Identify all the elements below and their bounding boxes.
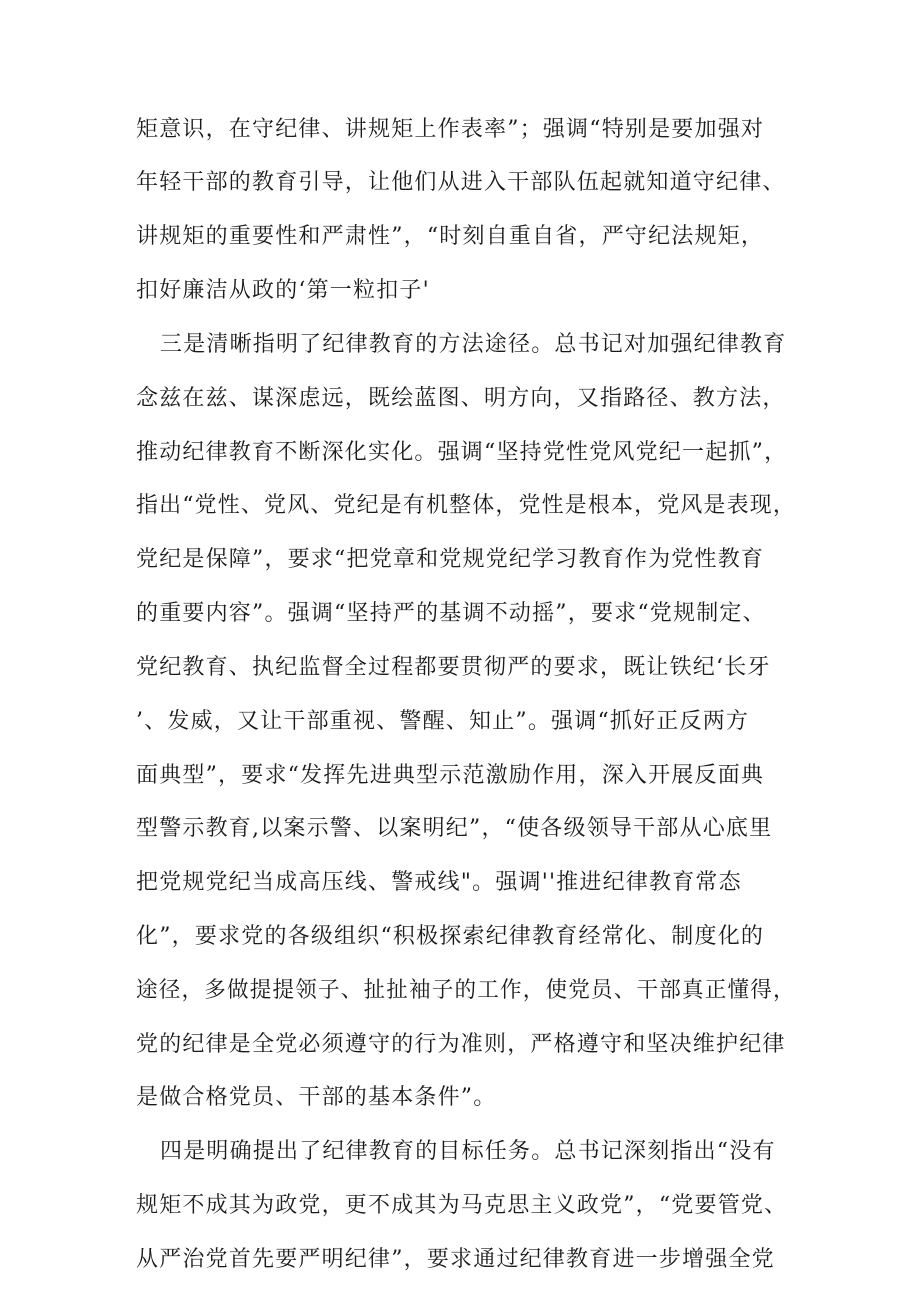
text-line: 的重要内容”。强调“坚持严的基调不动摇”，要求“党规制定、 [136, 601, 766, 626]
text-line: 途径，多做提提领子、扯扯袖子的工作，使党员、干部真正懂得， [136, 978, 796, 1003]
text-line: 面典型”，要求“发挥先进典型示范激励作用，深入开展反面典 [136, 763, 765, 788]
text-line: 党的纪律是全党必须遵守的行为准则，严格遵守和坚决维护纪律 [136, 1032, 786, 1057]
text-line: 型警示教育,以案示警、以案明纪”，“使各级领导干部从心底里 [136, 816, 773, 841]
paragraph-start-line: 三是清晰指明了纪律教育的方法途径。总书记对加强纪律教育 [160, 332, 787, 357]
text-line: 扣好廉洁从政的‘第一粒扣子' [136, 278, 430, 303]
paragraph-start-line: 四是明确提出了纪律教育的目标任务。总书记深刻指出“没有 [160, 1139, 776, 1164]
text-line: 指出“党性、党风、党纪是有机整体，党性是根本，党风是表现， [136, 493, 797, 518]
text-line: 规矩不成其为政党，更不成其为马克思主义政党”，“党要管党、 [136, 1193, 788, 1218]
text-line: 讲规矩的重要性和严肃性”，“时刻自重自省，严守纪法规矩， [136, 224, 765, 249]
text-line: ’、发威，又让干部重视、警醒、知止”。强调“抓好正反两方 [136, 709, 750, 734]
text-line: 念兹在兹、谋深虑远，既绘蓝图、明方向，又指路径、教方法， [136, 386, 786, 411]
text-line: 矩意识，在守纪律、讲规矩上作表率”；强调“特别是要加强对 [136, 117, 765, 142]
text-line: 从严治党首先要严明纪律”，要求通过纪律教育进一步增强全党 [136, 1247, 775, 1272]
text-line: 年轻干部的教育引导，让他们从进入干部队伍起就知道守纪律、 [136, 170, 786, 195]
text-line: 推动纪律教育不断深化实化。强调“坚持党性党风党纪一起抓”， [136, 440, 788, 465]
text-line: 党纪是保障”，要求“把党章和党规党纪学习教育作为党性教育 [136, 547, 765, 572]
text-line: 化”，要求党的各级组织“积极探索纪律教育经常化、制度化的 [136, 924, 765, 949]
text-line: 是做合格党员、干部的基本条件”。 [136, 1085, 497, 1110]
text-line: 党纪教育、执纪监督全过程都要贯彻严的要求，既让铁纪‘长牙 [136, 655, 771, 680]
text-line: 把党规党纪当成高压线、警戒线"。强调''推进纪律教育常态 [136, 870, 742, 895]
